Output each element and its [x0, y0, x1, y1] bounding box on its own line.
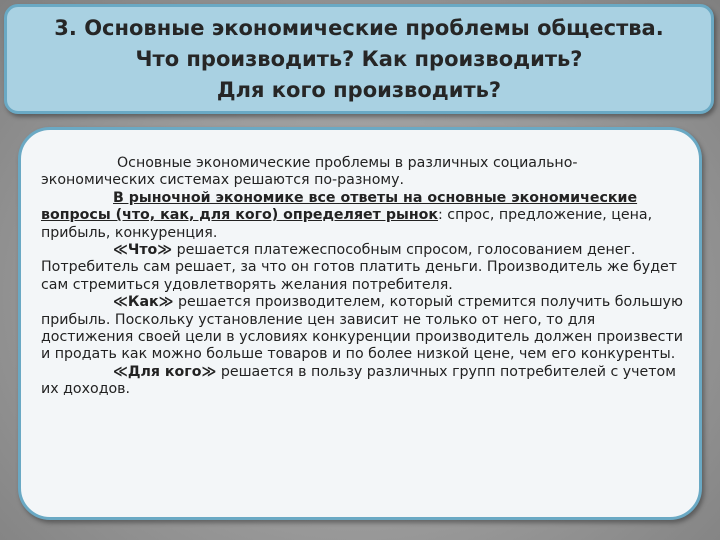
for-whom-keyword: ≪Для кого≫	[113, 363, 217, 380]
paragraph-intro	[41, 155, 685, 190]
how-keyword: ≪Как≫	[113, 294, 174, 311]
market-emphasis-text: В рыночной экономике все ответы на основные экономические вопросы (что, как, для кого) определяет рынок	[41, 189, 638, 224]
how-text: решается производителем, который стремится получить большую прибыль. Поскольку установление цен зависит не только от него, то для достижения своей цели в условиях конкуренции производитель должен произвести и продать как можно больше товаров и по более низкой цене, чем его конкуренты.	[41, 294, 683, 363]
what-keyword: ≪Что≫	[113, 242, 173, 259]
slide-title-line-3: Для кого производить?	[216, 77, 502, 102]
for-whom-text: решается в пользу различных групп потребителей с учетом их доходов.	[41, 363, 676, 398]
paragraph-market	[41, 190, 685, 242]
paragraph-intro-text: Основные экономические проблемы в различных социально-экономических системах решаются по-разному.	[41, 155, 578, 189]
slide-title-box	[4, 4, 714, 114]
slide-title-line-2: Что производить? Как производить?	[135, 46, 583, 71]
paragraph-how	[41, 294, 685, 364]
what-text: решается платежеспособным спросом, голосованием денег. Потребитель сам решает, за что он готов платить деньги. Производитель же будет сам стремиться удовлетворять желания потребителя.	[41, 242, 677, 293]
slide-title-line-1: 3. Основные экономические проблемы общества.	[54, 15, 664, 40]
paragraph-for-whom	[41, 364, 685, 399]
slide-content-box	[18, 127, 702, 520]
market-rest-text: : спрос, предложение, цена, прибыль, конкуренция.	[41, 207, 653, 241]
paragraph-what	[41, 242, 685, 294]
